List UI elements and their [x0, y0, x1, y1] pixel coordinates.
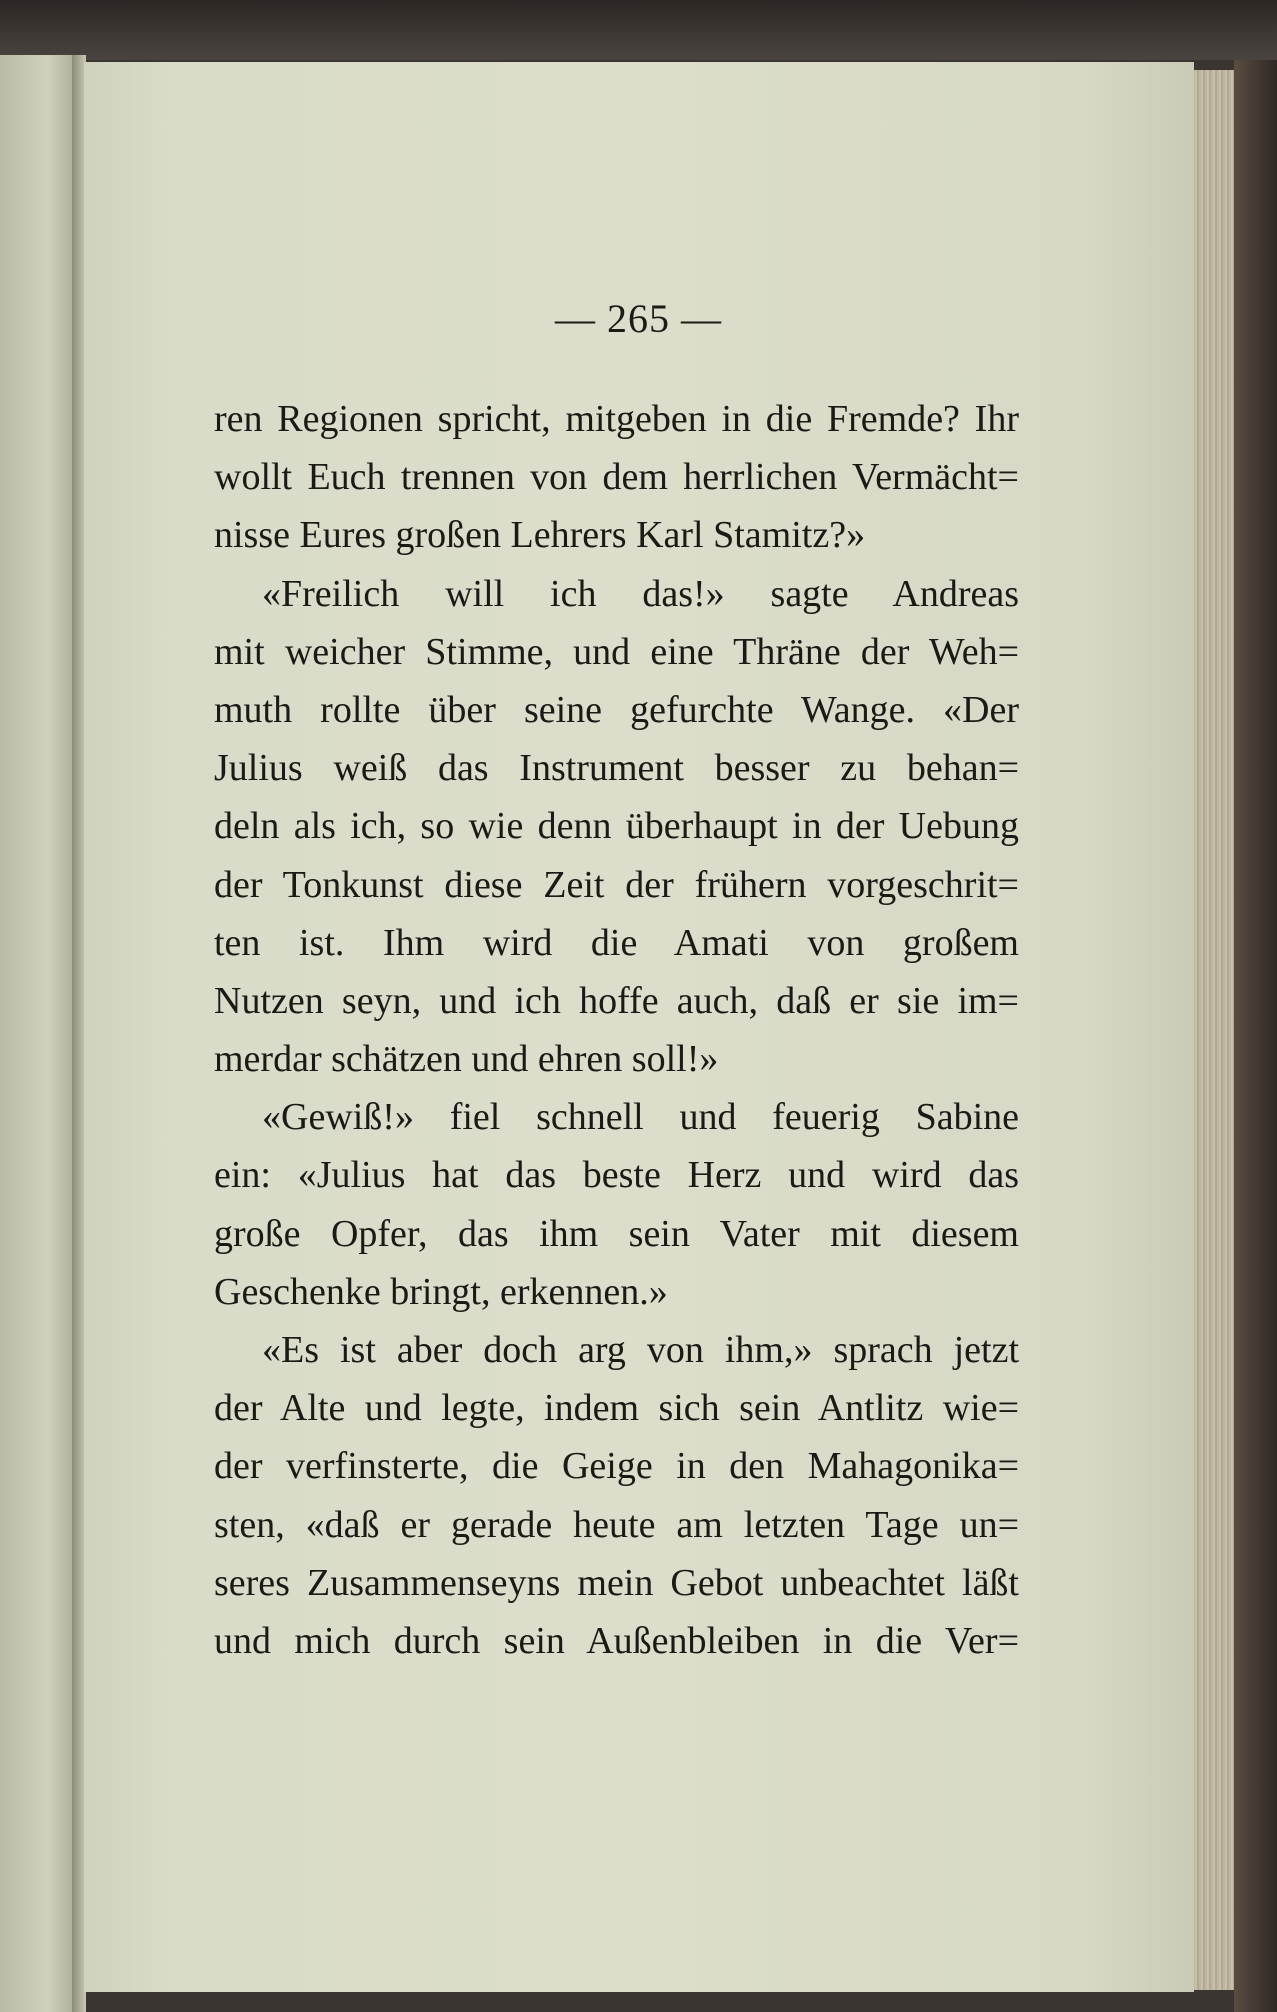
- text-line: «Es ist aber doch arg von ihm,» sprach jetzt: [262, 1329, 1019, 1371]
- text-line: merdar schätzen und ehren soll!»: [214, 1038, 719, 1081]
- text-line: große Opfer, das ihm sein Vater mit diesem: [214, 1212, 1019, 1255]
- book-cover-edge: [1234, 60, 1277, 2012]
- text-line: Geschenke bringt, erkennen.»: [214, 1270, 668, 1313]
- text-line: ten ist. Ihm wird die Amati von großem: [214, 921, 1019, 964]
- body-text: [214, 390, 1019, 1670]
- text-line: ren Regionen spricht, mitgeben in die Fremde? Ihr: [214, 398, 1019, 440]
- left-page: [0, 55, 80, 2012]
- text-line: der Tonkunst diese Zeit der frühern vorgeschrit=: [214, 863, 1019, 906]
- text-line: «Freilich will ich das!» sagte Andreas: [262, 572, 1019, 615]
- text-line: muth rollte über seine gefurchte Wange. «Der: [214, 688, 1019, 731]
- book-cover-top: [0, 0, 1277, 60]
- text-line: seres Zusammenseyns mein Gebot unbeachtet läßt: [214, 1561, 1019, 1604]
- text-line: sten, «daß er gerade heute am letzten Tage un=: [214, 1503, 1019, 1546]
- text-line: mit weicher Stimme, und eine Thräne der Weh=: [214, 630, 1019, 673]
- text-line: deln als ich, so wie denn überhaupt in der Uebung: [214, 805, 1019, 848]
- text-line: ein: «Julius hat das beste Herz und wird das: [214, 1154, 1019, 1197]
- text-line: Julius weiß das Instrument besser zu behan=: [214, 747, 1019, 790]
- text-line: und mich durch sein Außenbleiben in die Ver=: [214, 1619, 1019, 1662]
- text-line: der verfinsterte, die Geige in den Mahagonika=: [214, 1445, 1019, 1488]
- text-line: nisse Eures großen Lehrers Karl Stamitz?»: [214, 514, 866, 557]
- page-header: — 265 —: [555, 296, 722, 341]
- text-line: der Alte und legte, indem sich sein Antlitz wie=: [214, 1387, 1019, 1430]
- page-edges: [1194, 70, 1234, 1990]
- text-line: Nutzen seyn, und ich hoffe auch, daß er sie im=: [214, 979, 1019, 1022]
- text-line: «Gewiß!» fiel schnell und feuerig Sabine: [262, 1096, 1019, 1139]
- text-line: wollt Euch trennen von dem herrlichen Vermächt=: [214, 456, 1019, 499]
